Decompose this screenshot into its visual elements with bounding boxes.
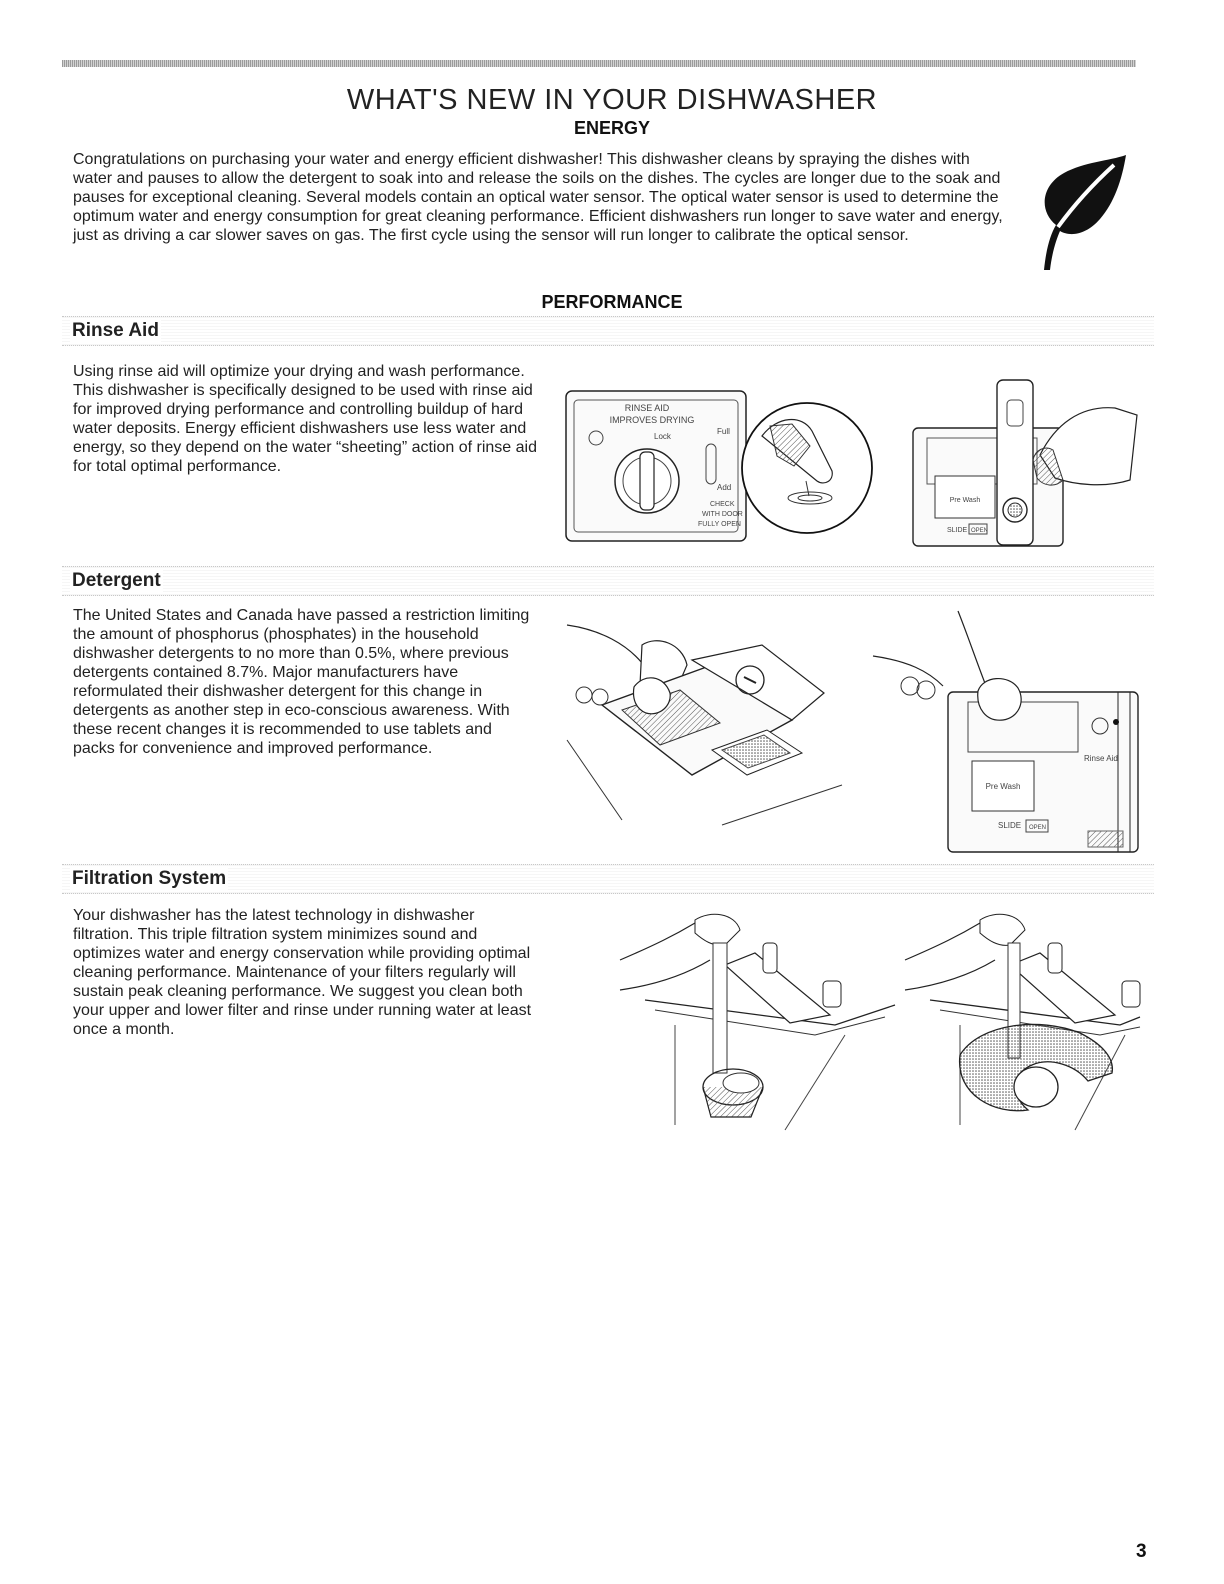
detergent-paragraph: The United States and Canada have passed a restriction limiting the amount of phosphorus (phosphates) in the household dishwasher detergents to no more than 0.5%, where previous detergents contained 8.7%. Major manufacturers have reformulated their dishwasher detergent for this change in detergents as another step in eco-conscious awareness. With these recent changes it is recommended to use tablets and packs for convenience and improved performance. <box>73 607 530 757</box>
energy-paragraph: Congratulations on purchasing your water and energy efficient dishwasher! This dishwasher cleans by spraying the dishes with water and pauses to allow the detergent to soak into and release the soils on the dishes. The cycles are longer due to the soak and pauses for exceptional cleaning. Several models contain an optical water sensor. The optical water sensor is used to determine the optimum water and energy consumption for great cleaning performance. Efficient dishwashers run longer to save water and energy, just as driving a car slower saves on gas. The first cycle using the sensor will run longer to calibrate the optical sensor. <box>73 151 1003 244</box>
dispenser-label-check1: CHECK <box>710 501 735 508</box>
energy-heading: ENERGY <box>573 118 651 138</box>
detergent-panel-rinse-aid-label: Rinse Aid <box>1084 754 1118 763</box>
rinse-aid-header <box>62 316 1154 346</box>
detergent-panel-slide-label: SLIDE <box>998 821 1022 830</box>
dispenser-label-full: Full <box>717 427 730 436</box>
detergent-tablet-illustration <box>562 605 847 830</box>
rinse-panel-slide-label: SLIDE <box>947 527 968 534</box>
dispenser-label-check3: FULLY OPEN <box>698 521 741 528</box>
upper-filter-rinse-illustration <box>615 905 900 1135</box>
detergent-header <box>62 566 1154 596</box>
dispenser-label-line1: RINSE AID <box>624 403 670 413</box>
filtration-paragraph: Your dishwasher has the latest technology in dishwasher filtration. This triple filtration system minimizes sound and optimizes water and energy conservation while providing optimal cleaning performance. Maintenance of your filters regularly will sustain peak cleaning performance. We suggest you clean both your upper and lower filter and rinse under running water at least once a month. <box>73 907 532 1038</box>
filtration-title: Filtration System <box>72 868 227 889</box>
performance-heading: PERFORMANCE <box>541 292 683 312</box>
dispenser-label-add: Add <box>717 483 732 492</box>
dispenser-label-lock: Lock <box>654 432 671 441</box>
dispenser-label-line2: IMPROVES DRYING <box>609 415 695 425</box>
detergent-panel-prewash-label: Pre Wash <box>985 782 1021 791</box>
detergent-title: Detergent <box>72 570 161 591</box>
detergent-pack-illustration <box>868 606 1153 856</box>
rinse-panel-open-label: OPEN <box>971 528 989 534</box>
filtration-header <box>62 864 1154 894</box>
top-divider <box>62 60 1136 67</box>
rinse-aid-fill-illustration <box>905 370 1150 550</box>
rinse-aid-title: Rinse Aid <box>72 320 159 341</box>
rinse-panel-prewash-label: Pre Wash <box>949 497 981 504</box>
dispenser-label-check2: WITH DOOR <box>702 511 743 518</box>
page-title: WHAT'S NEW IN YOUR DISHWASHER <box>346 84 878 116</box>
lower-filter-rinse-illustration <box>900 905 1145 1135</box>
rinse-aid-dispenser-illustration <box>562 386 882 546</box>
detergent-panel-open-label: OPEN <box>1029 825 1047 831</box>
rinse-aid-paragraph: Using rinse aid will optimize your drying and wash performance. This dishwasher is specifically designed to be used with rinse aid for improved drying performance and controlling buildup of hard water deposits. Energy efficient dishwashers use less water and energy, so they depend on the water “sheeting” action of rinse aid for total optimal performance. <box>73 363 537 475</box>
page-number: 3 <box>1136 1541 1147 1562</box>
leaf-icon <box>1034 155 1130 270</box>
